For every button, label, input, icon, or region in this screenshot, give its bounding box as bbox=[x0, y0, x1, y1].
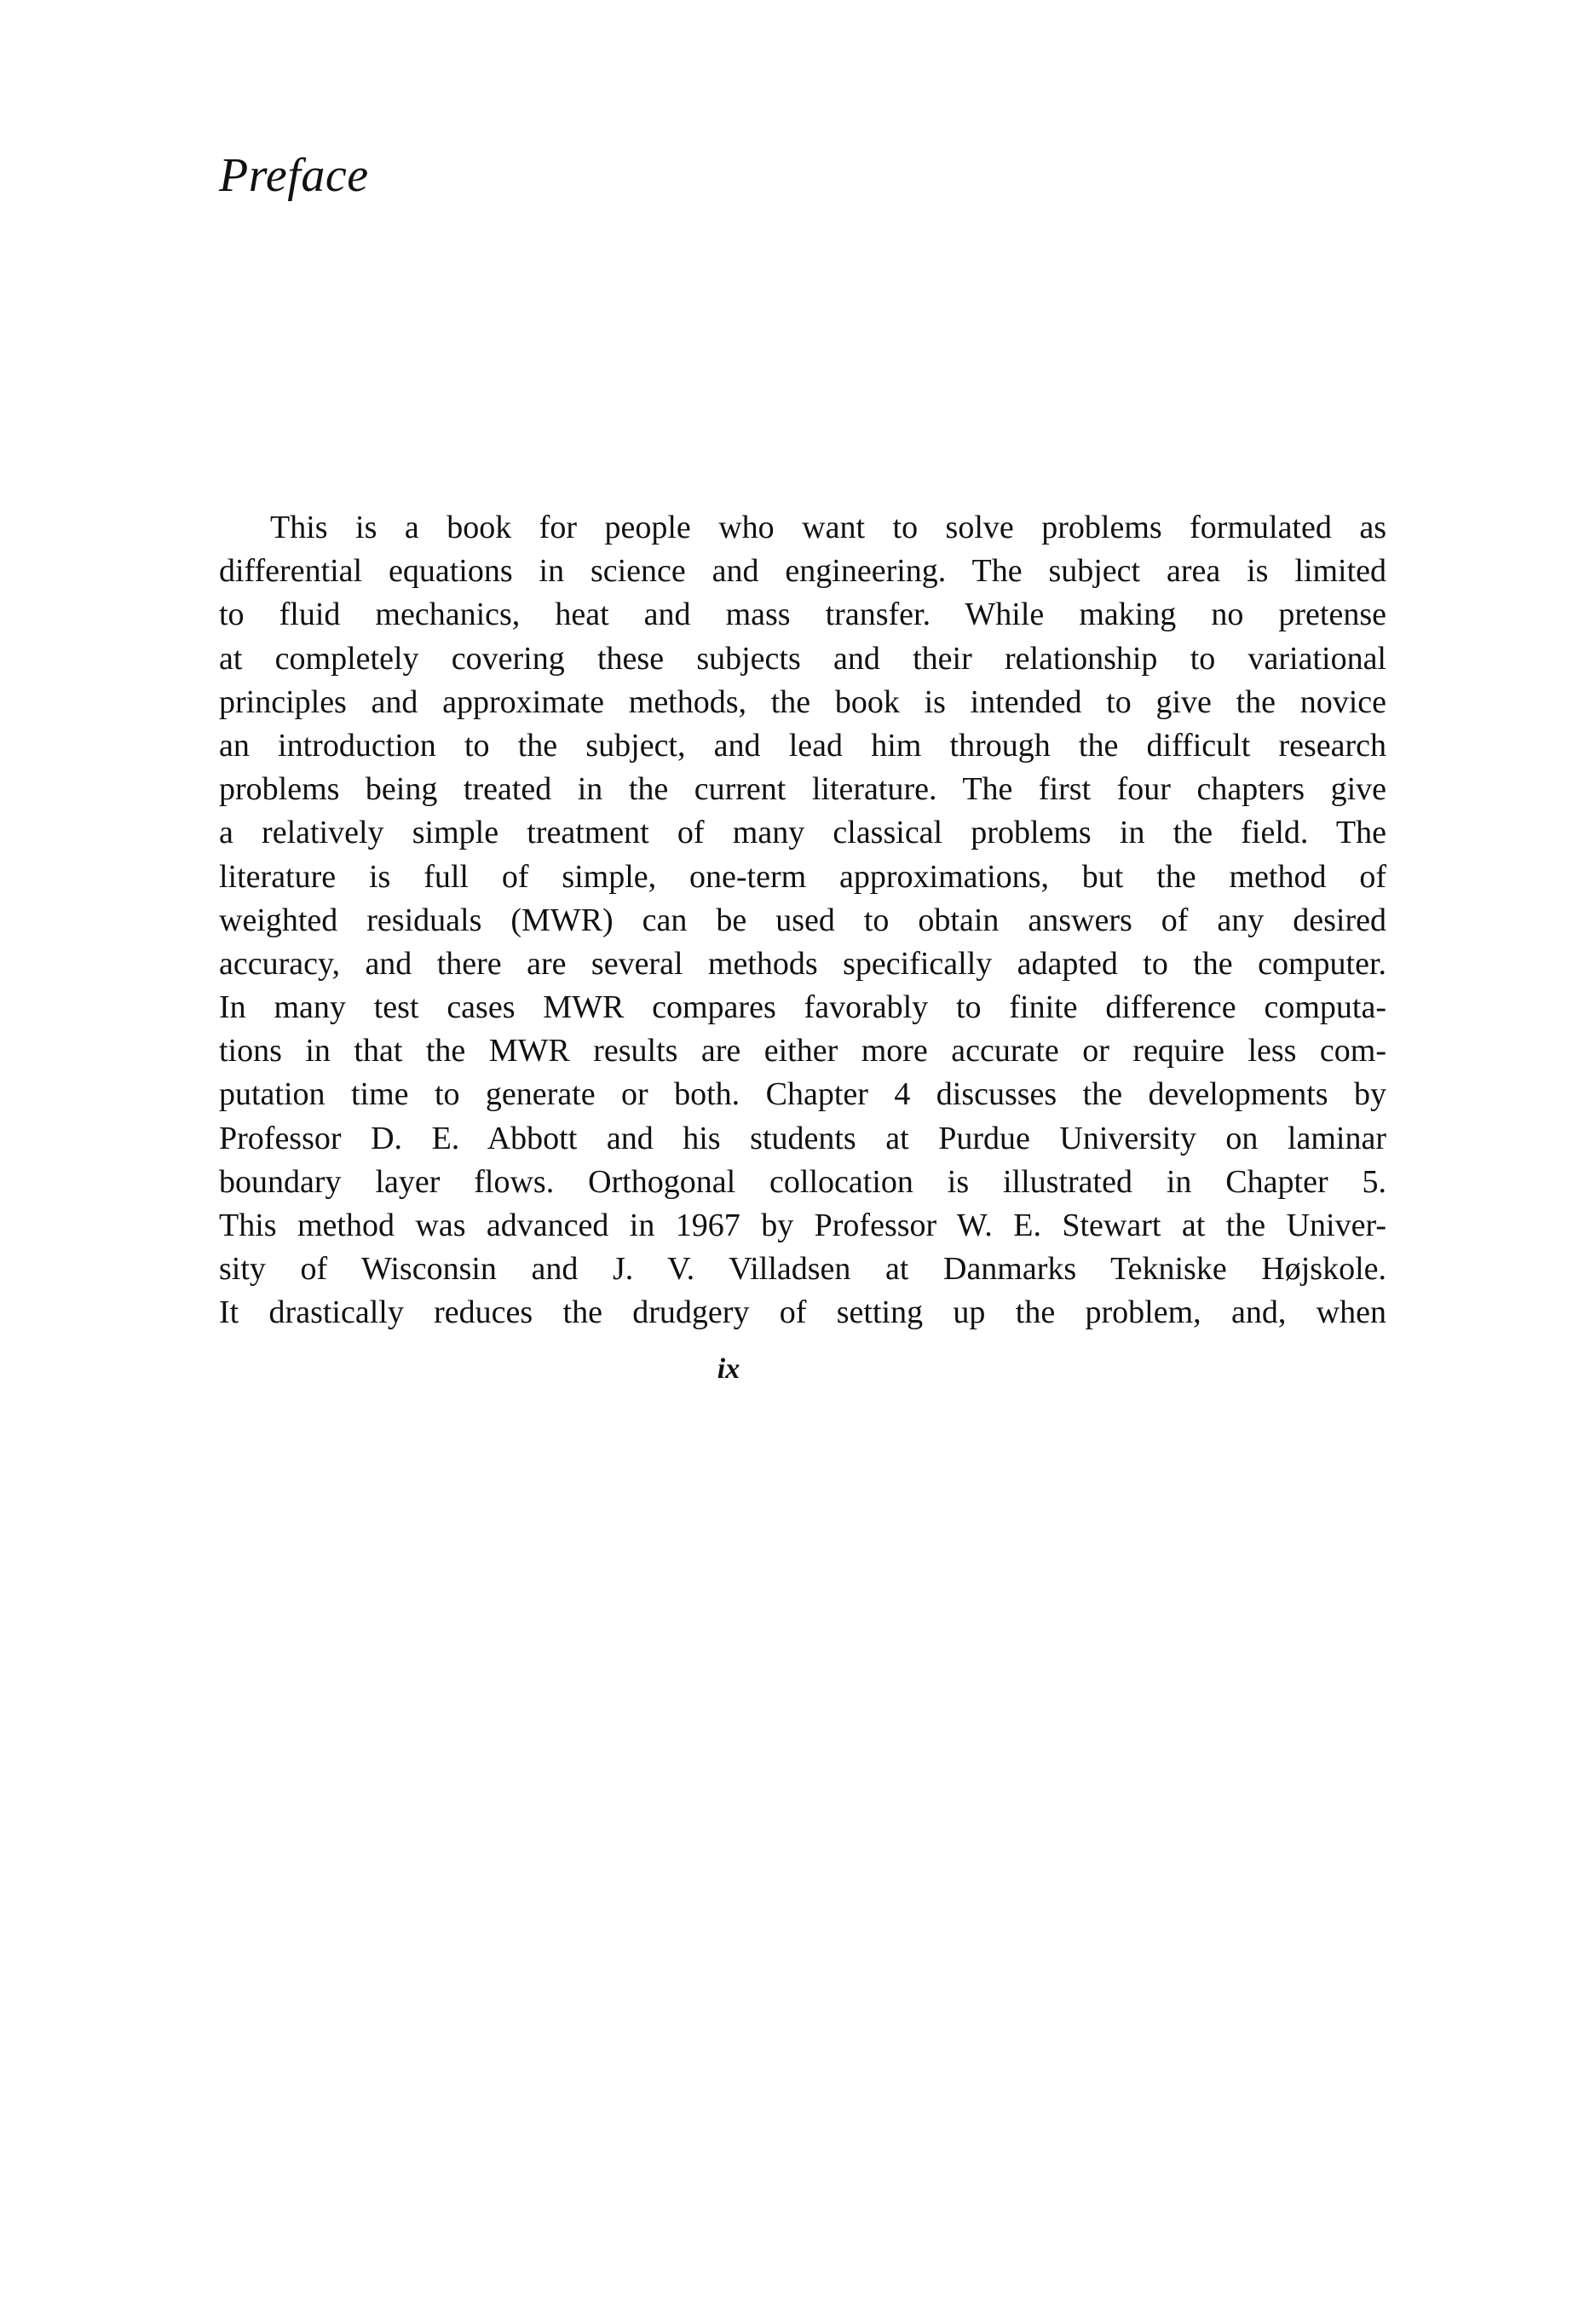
paragraph-line: principles and approximate methods, the book is intended to give the novice bbox=[219, 683, 1386, 720]
paragraph-line: This method was advanced in 1967 by Professor W. E. Stewart at the Univer- bbox=[219, 1208, 1386, 1243]
page-number: ix bbox=[717, 1353, 740, 1385]
paragraph-line: putation time to generate or both. Chapter 4 discusses the developments by bbox=[219, 1076, 1386, 1113]
paragraph-line: weighted residuals (MWR) can be used to obtain answers of any desired bbox=[219, 902, 1386, 938]
paragraph-line: This is a book for people who want to solve problems formulated as bbox=[270, 510, 1386, 545]
paragraph-line: It drastically reduces the drudgery of setting up the problem, and, when bbox=[219, 1294, 1386, 1331]
paragraph-line: boundary layer flows. Orthogonal collocation is illustrated in Chapter 5. bbox=[219, 1163, 1386, 1200]
page-title: Preface bbox=[219, 149, 369, 202]
paragraph-line: sity of Wisconsin and J. V. Villadsen at Danmarks Tekniske Højskole. bbox=[219, 1251, 1386, 1288]
paragraph-line: differential equations in science and engineering. The subject area is limited bbox=[219, 553, 1386, 590]
paragraph-line: a relatively simple treatment of many classical problems in the field. The bbox=[219, 815, 1386, 851]
paragraph-line: problems being treated in the current literature. The first four chapters give bbox=[219, 771, 1386, 808]
paragraph-line: at completely covering these subjects and their relationship to variational bbox=[219, 640, 1386, 677]
paragraph-line: an introduction to the subject, and lead him through the difficult research bbox=[219, 727, 1386, 764]
paragraph-line: tions in that the MWR results are either more accurate or require less com- bbox=[219, 1033, 1386, 1069]
paragraph-line: In many test cases MWR compares favorably to finite difference computa- bbox=[219, 989, 1386, 1026]
paragraph-line: to fluid mechanics, heat and mass transfer. While making no pretense bbox=[219, 597, 1386, 633]
preface-paragraph bbox=[219, 506, 1386, 1335]
paragraph-line: Professor D. E. Abbott and his students at Purdue University on laminar bbox=[219, 1120, 1386, 1156]
paragraph-line: accuracy, and there are several methods specifically adapted to the computer. bbox=[219, 945, 1386, 982]
paragraph-line: literature is full of simple, one-term approximations, but the method of bbox=[219, 858, 1386, 895]
